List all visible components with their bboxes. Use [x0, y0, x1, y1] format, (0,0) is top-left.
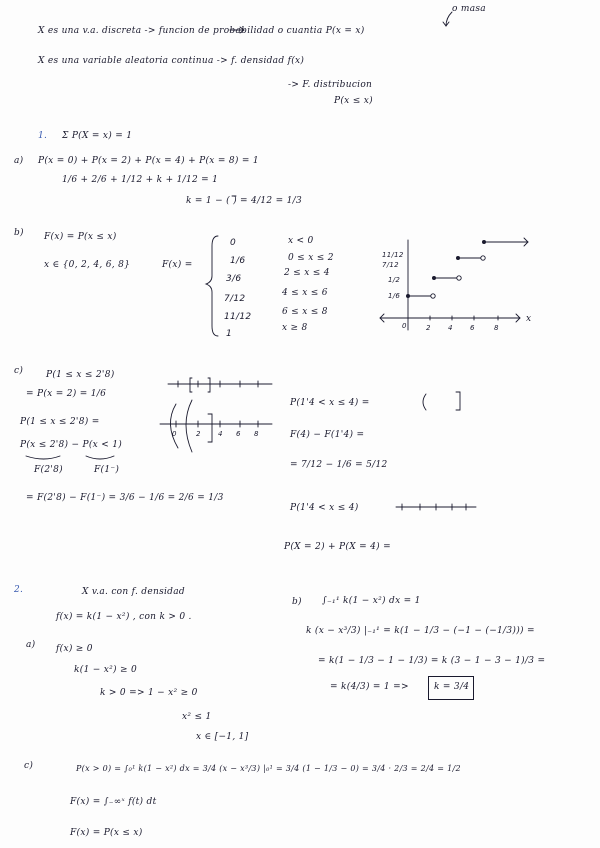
ex2-b-line1: ∫₋₁¹ k(1 − x²) dx = 1: [322, 596, 421, 606]
nl1-bracket-left: [190, 378, 192, 392]
intro-line-2: X es una variable aleatoria continua -> f. densidad f(x): [38, 56, 305, 66]
ex1-b-F: F(x) = P(x ≤ x): [44, 232, 117, 242]
ex1-c-line6: = F(2'8) − F(1⁻) = 3/6 − 1/6 = 2/6 = 1/3: [26, 493, 224, 503]
ex2-a-line1: f(x) ≥ 0: [56, 644, 93, 654]
ex1-a-label: a): [14, 156, 24, 166]
underbrace-2: [86, 456, 114, 459]
intro-arrow-1: [230, 27, 244, 33]
ex2-c-line2: F(x) = ∫₋∞ˣ f(t) dt: [70, 797, 157, 807]
graph-ylabel: 1/6: [388, 292, 401, 300]
ex2-a-label: a): [26, 640, 36, 650]
step-1-closed: [406, 294, 410, 298]
ex1-b-label: b): [14, 228, 24, 238]
graph-xlabel: 6: [470, 324, 475, 332]
case-value: 0: [230, 238, 237, 248]
ex2-fx: f(x) = k(1 − x²) , con k > 0 .: [56, 612, 192, 622]
case-condition: 2 ≤ x ≤ 4: [284, 268, 330, 278]
ex1-a-line2: 1/6 + 2/6 + 1/12 + k + 1/12 = 1: [62, 175, 219, 185]
step-3-closed: [456, 256, 460, 260]
c-axis-tick: 8: [254, 430, 259, 438]
intro-line-3: -> F. distribucion: [288, 80, 373, 90]
ex2-a-line5: x ∈ [−1, 1]: [196, 732, 249, 742]
ex1-a-line3: k = 1 − ( ) = 4/12 = 1/3: [186, 196, 303, 206]
ex2-a-line4: x² ≤ 1: [182, 712, 212, 722]
nl2-paren: [186, 400, 192, 452]
c-number-lines: [160, 378, 476, 510]
intro-line-4: P(x ≤ x): [334, 96, 373, 106]
graph-ylabel: 1/2: [388, 276, 401, 284]
ex2-b-result: k = 3/4: [434, 682, 470, 692]
ex1-c-right1: P(1'4 < x ≤ 4) =: [290, 398, 370, 408]
graph-xlabel: 8: [494, 324, 499, 332]
c-axis-tick: 2: [196, 430, 201, 438]
graph-xlabel: 4: [448, 324, 453, 332]
c-axis-tick: 4: [218, 430, 223, 438]
ex2-intro: X v.a. con f. densidad: [82, 587, 185, 597]
nl2-paren-2: [170, 404, 178, 448]
ex1-b-Fx: F(x) =: [162, 260, 193, 270]
ex1-number: 1.: [38, 131, 48, 141]
ex2-number: 2.: [14, 585, 24, 595]
ex1-b-support: x ∈ {0, 2, 4, 6, 8}: [44, 260, 131, 270]
ex1-c-line2: = P(x = 2) = 1/6: [26, 389, 107, 399]
step-1-open: [431, 294, 435, 298]
ex1-c-right4: P(1'4 < x ≤ 4): [290, 503, 359, 513]
intro-line-1: X es una v.a. discreta -> funcion de probabilidad o cuantia P(x = x): [38, 26, 365, 36]
interval-left-paren: [423, 394, 426, 410]
ex2-b-label: b): [292, 597, 302, 607]
masa-arrow: [446, 12, 452, 26]
ex1-c-line3: P(1 ≤ x ≤ 2'8) =: [20, 417, 100, 427]
case-condition: 6 ≤ x ≤ 8: [282, 307, 328, 317]
ex2-c-label: c): [24, 761, 34, 771]
case-condition: 0 ≤ x ≤ 2: [288, 253, 334, 263]
step-2-closed: [432, 276, 436, 280]
c-axis-tick: 6: [236, 430, 241, 438]
case-condition: x < 0: [288, 236, 314, 246]
ex1-c-line5b: F(1⁻): [94, 465, 120, 475]
ex1-c-line1: P(1 ≤ x ≤ 2'8): [46, 370, 115, 380]
nl2-bracket: [208, 414, 212, 442]
ex1-c-right5: P(X = 2) + P(X = 4) =: [284, 542, 391, 552]
note-masa: o masa: [452, 4, 486, 14]
case-value: 1: [226, 329, 233, 339]
ex2-a-line2: k(1 − x²) ≥ 0: [74, 665, 138, 675]
graph-xaxis-label: x: [526, 314, 532, 324]
case-value: 11/12: [224, 312, 252, 322]
ex2-b-line4: = k(4/3) = 1 =>: [330, 682, 409, 692]
case-value: 3/6: [226, 274, 242, 284]
case-condition: 4 ≤ x ≤ 6: [282, 288, 328, 298]
graph-xlabel: 2: [426, 324, 431, 332]
interval-right-bracket: [456, 392, 460, 410]
c-axis-tick: 0: [172, 430, 177, 438]
ex2-b-line3: = k(1 − 1/3 − 1 − 1/3) = k (3 − 1 − 3 − 1)/3 =: [318, 656, 546, 666]
case-value: 7/12: [224, 294, 246, 304]
ex1-c-line5a: F(2'8): [34, 465, 63, 475]
step-3-open: [481, 256, 485, 260]
ex1-c-right3: = 7/12 − 1/6 = 5/12: [290, 460, 388, 470]
ex1-c-line4: P(x ≤ 2'8) − P(x < 1): [20, 440, 123, 450]
ex2-c-line3: F(x) = P(x ≤ x): [70, 828, 143, 838]
graph-xlabel: 0: [402, 322, 407, 330]
step-function-graph: [380, 238, 528, 330]
graph-ylabel: 7/12: [382, 261, 399, 269]
cases-brace: [206, 236, 218, 336]
ex1-sum: Σ P(X = x) = 1: [62, 131, 133, 141]
ex2-a-line3: k > 0 => 1 − x² ≥ 0: [100, 688, 198, 698]
step-4-closed: [482, 240, 486, 244]
ex2-b-line2: k (x − x³/3) |₋₁¹ = k(1 − 1/3 − (−1 − (−1/3))) =: [306, 626, 535, 636]
case-condition: x ≥ 8: [282, 323, 308, 333]
ex1-a-line1: P(x = 0) + P(x = 2) + P(x = 4) + P(x = 8) = 1: [38, 156, 259, 166]
nl1-bracket-right: [208, 378, 210, 392]
ex1-c-label: c): [14, 366, 24, 376]
ex2-c-line1: P(x > 0) = ∫₀¹ k(1 − x²) dx = 3/4 (x − x³/3) |₀¹ = 3/4 (1 − 1/3 − 0) = 3/4 · 2/3 = 2/4 = 1/2: [76, 764, 461, 773]
ex1-c-right2: F(4) − F(1'4) =: [290, 430, 365, 440]
graph-ylabel: 11/12: [382, 251, 404, 259]
underbrace-1: [26, 456, 60, 459]
step-2-open: [457, 276, 461, 280]
case-value: 1/6: [230, 256, 246, 266]
